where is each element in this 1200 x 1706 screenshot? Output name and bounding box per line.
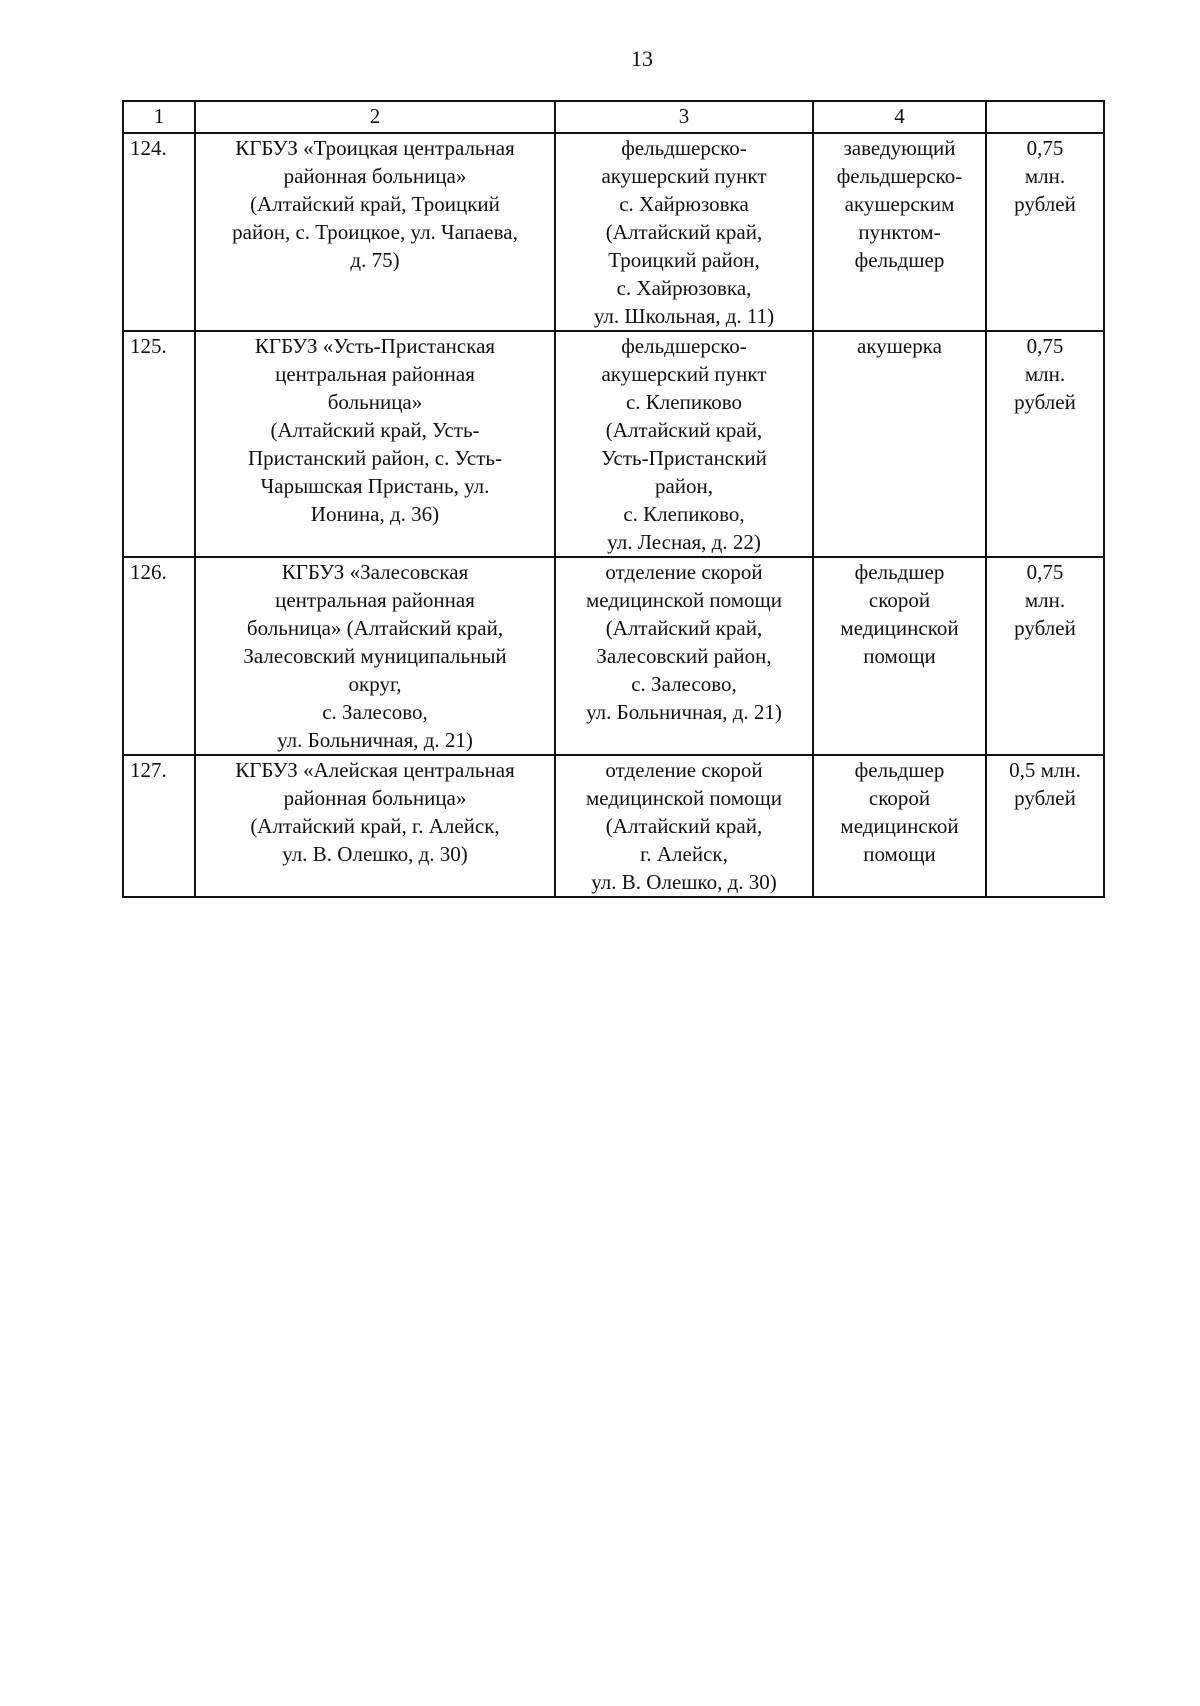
amount-cell: 0,75 млн. рублей	[986, 133, 1104, 331]
table-row	[123, 755, 1104, 897]
organization-cell: КГБУЗ «Залесовская центральная районная больница» (Алтайский край, Залесовский муниципальный округ, с. Залесово, ул. Больничная, д. 21)	[195, 557, 555, 755]
table-row	[123, 133, 1104, 331]
column-header-2: 2	[195, 101, 555, 133]
amount-cell: 0,5 млн. рублей	[986, 755, 1104, 897]
amount-cell: 0,75 млн. рублей	[986, 331, 1104, 557]
column-header-5	[986, 101, 1104, 133]
organization-cell: КГБУЗ «Алейская центральная районная больница» (Алтайский край, г. Алейск, ул. В. Олешко, д. 30)	[195, 755, 555, 897]
allocation-table	[122, 100, 1105, 898]
facility-cell: фельдшерско- акушерский пункт с. Хайрюзовка (Алтайский край, Троицкий район, с. Хайрюзовка, ул. Школьная, д. 11)	[555, 133, 813, 331]
page-number: 13	[631, 46, 653, 71]
amount-cell: 0,75 млн. рублей	[986, 557, 1104, 755]
position-cell: заведующий фельдшерско- акушерским пунктом- фельдшер	[813, 133, 986, 331]
facility-cell: отделение скорой медицинской помощи (Алтайский край, г. Алейск, ул. В. Олешко, д. 30)	[555, 755, 813, 897]
organization-cell: КГБУЗ «Троицкая центральная районная больница» (Алтайский край, Троицкий район, с. Троицкое, ул. Чапаева, д. 75)	[195, 133, 555, 331]
row-number: 125.	[123, 331, 195, 557]
table-row	[123, 557, 1104, 755]
row-number: 126.	[123, 557, 195, 755]
column-header-1: 1	[123, 101, 195, 133]
position-cell: акушерка	[813, 331, 986, 557]
table-row	[123, 331, 1104, 557]
column-header-3: 3	[555, 101, 813, 133]
row-number: 124.	[123, 133, 195, 331]
column-header-4: 4	[813, 101, 986, 133]
table-header-row	[123, 101, 1104, 133]
facility-cell: отделение скорой медицинской помощи (Алтайский край, Залесовский район, с. Залесово, ул. Больничная, д. 21)	[555, 557, 813, 755]
organization-cell: КГБУЗ «Усть-Пристанская центральная районная больница» (Алтайский край, Усть- Пристанский район, с. Усть- Чарышская Пристань, ул. Ионина, д. 36)	[195, 331, 555, 557]
position-cell: фельдшер скорой медицинской помощи	[813, 755, 986, 897]
position-cell: фельдшер скорой медицинской помощи	[813, 557, 986, 755]
row-number: 127.	[123, 755, 195, 897]
facility-cell: фельдшерско- акушерский пункт с. Клепиково (Алтайский край, Усть-Пристанский район, с. Клепиково, ул. Лесная, д. 22)	[555, 331, 813, 557]
